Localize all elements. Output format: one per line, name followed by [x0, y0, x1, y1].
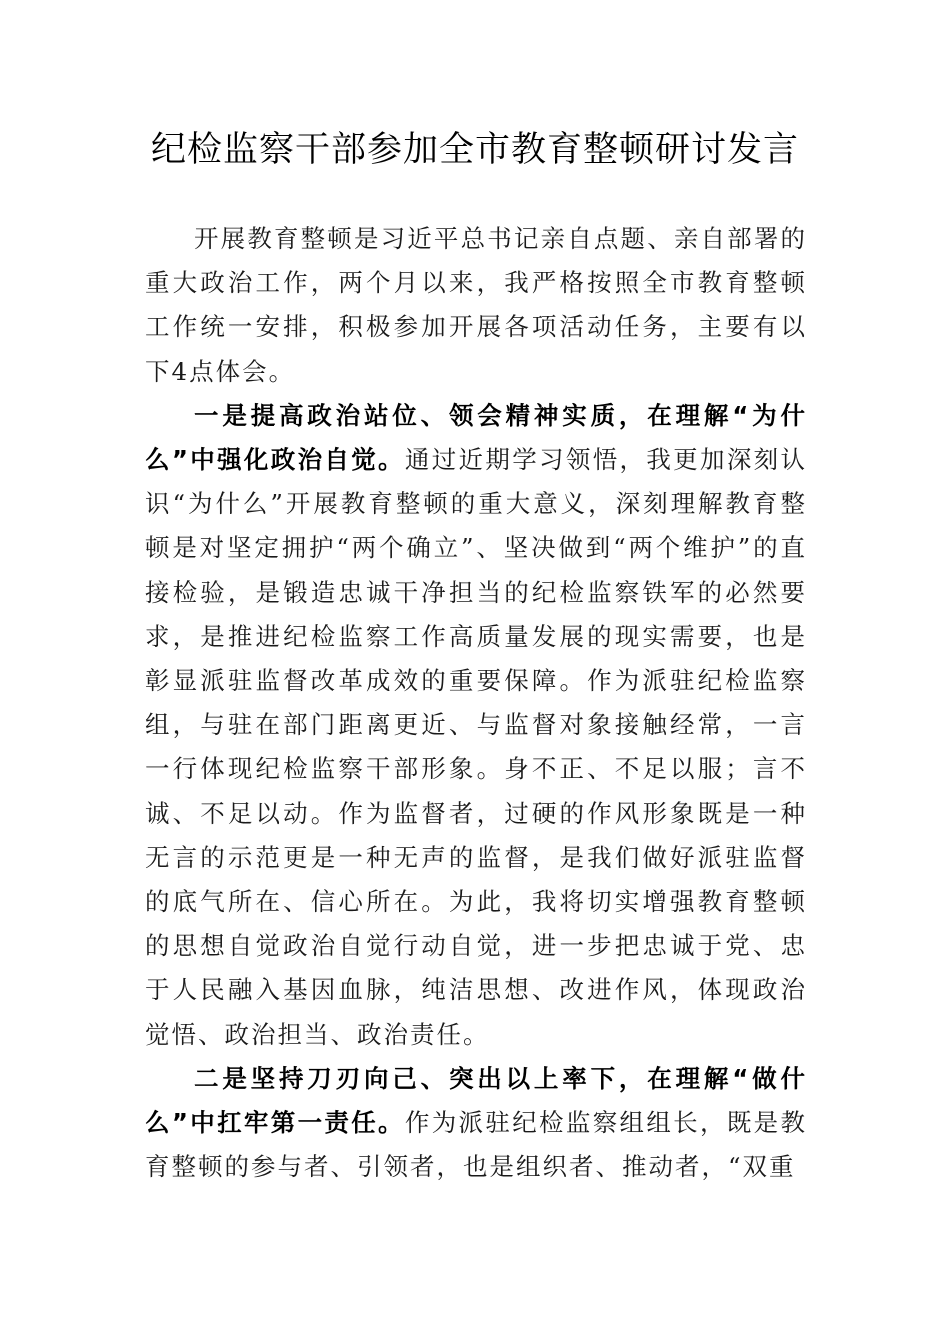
paragraph-lead: 一是提高政治站位、领会精神实质，在理解“为什么”中强化政治自觉。 [145, 400, 807, 475]
paragraph-text: 作为派驻纪检监察组组长，既是教育整顿的参与者、引领者，也是组织者、推动者，“双重 [145, 1108, 807, 1182]
paragraph-point-one [145, 394, 807, 1057]
paragraph-intro [145, 217, 807, 394]
document-title: 纪检监察干部参加全市教育整顿研讨发言 [150, 130, 799, 170]
paragraph-point-two [145, 1057, 807, 1190]
paragraph-text: 开展教育整顿是习近平总书记亲自点题、亲自部署的重大政治工作，两个月以来，我严格按照全市教育整顿工作统一安排，积极参加开展各项活动任务，主要有以下4点体会。 [145, 224, 807, 386]
paragraph-text: 通过近期学习领悟，我更加深刻认识“为什么”开展教育整顿的重大意义，深刻理解教育整顿是对坚定拥护“两个确立”、坚决做到“两个维护”的直接检验，是锻造忠诚干净担当的纪检监察铁军的必然要求，是推进纪检监察工作高质量发展的现实需要，也是彰显派驻监督改革成效的重要保障。作为派驻纪检监察组，与驻在部门距离更近、与监督对象接触经常，一言一行体现纪检监察干部形象。身不正、不足以服；言不诚、不足以动。作为监督者，过硬的作风形象既是一种无言的示范更是一种无声的监督，是我们做好派驻监督的底气所在、信心所在。为此，我将切实增强教育整顿的思想自觉政治自觉行动自觉，进一步把忠诚于党、忠于人民融入基因血脉，纯洁思想、改进作风，体现政治觉悟、政治担当、政治责任。 [145, 445, 807, 1049]
paragraph-lead: 二是坚持刀刃向己、突出以上率下，在理解“做什么”中扛牢第一责任。 [145, 1063, 807, 1138]
document-body [145, 217, 807, 1189]
